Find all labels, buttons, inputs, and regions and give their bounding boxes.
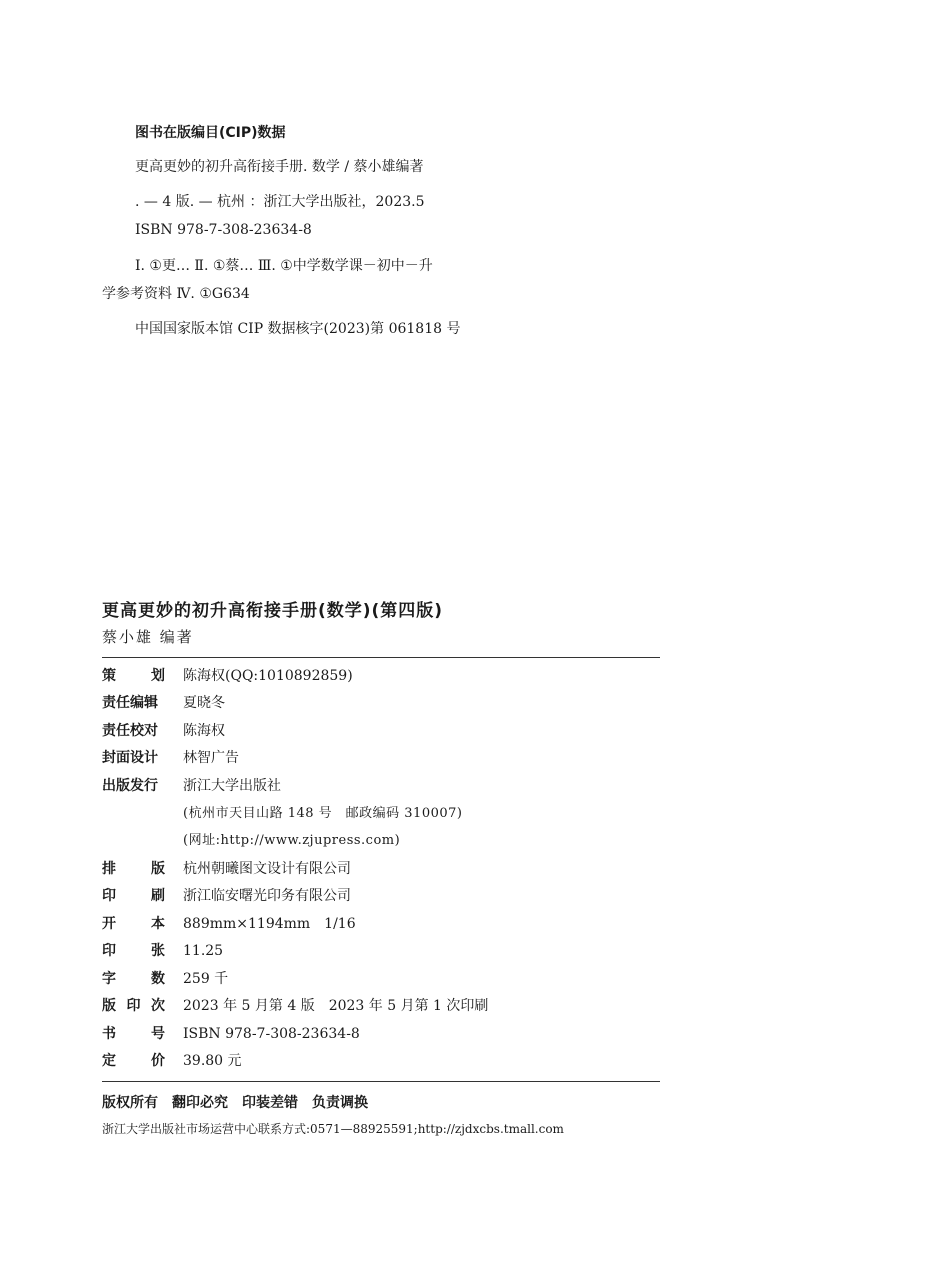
detail-value: 杭州朝曦图文设计有限公司: [183, 861, 351, 877]
cip-line-record: 中国国家版本馆 CIP 数据核字(2023)第 061818 号: [135, 321, 461, 337]
cip-line-isbn: ISBN 978-7-308-23634-8: [135, 222, 312, 238]
cip-line-classification: Ⅰ. ①更… Ⅱ. ①蔡… Ⅲ. ①中学数学课－初中－升: [135, 258, 433, 274]
detail-value: 11.25: [183, 943, 224, 959]
detail-label: 责任编辑: [102, 695, 158, 711]
cip-line-title: 更高更妙的初升高衔接手册. 数学 / 蔡小雄编著: [135, 159, 424, 175]
detail-label: 封面设计: [102, 750, 158, 766]
detail-label: 版 印 次: [102, 998, 165, 1014]
detail-value: 浙江大学出版社: [183, 778, 281, 794]
publisher-address: (杭州市天目山路 148 号 邮政编码 310007): [183, 806, 463, 821]
cip-line-classification-cont: 学参考资料 Ⅳ. ①G634: [102, 286, 250, 302]
detail-value: ISBN 978-7-308-23634-8: [183, 1026, 360, 1042]
book-author: 蔡小雄 编著: [102, 628, 194, 646]
detail-value: 889mm×1194mm 1/16: [183, 916, 356, 932]
contact-info: 浙江大学出版社市场运营中心联系方式:0571—88925591;http://zjdxcbs.tmall.com: [102, 1122, 564, 1136]
detail-label: 开 本: [102, 916, 165, 932]
detail-label: 排 版: [102, 861, 165, 877]
top-divider: [102, 657, 660, 658]
book-title: 更高更妙的初升高衔接手册(数学)(第四版): [102, 601, 444, 621]
detail-value: 林智广告: [183, 750, 239, 766]
detail-value: 夏晓冬: [183, 695, 225, 711]
detail-label: 出版发行: [102, 778, 158, 794]
detail-value: 259 千: [183, 971, 229, 987]
detail-value: 2023 年 5 月第 4 版 2023 年 5 月第 1 次印刷: [183, 998, 489, 1014]
detail-value: 陈海权(QQ:1010892859): [183, 668, 353, 684]
detail-label: 策 划: [102, 668, 165, 684]
copyright-notice: 版权所有 翻印必究 印装差错 负责调换: [102, 1095, 368, 1111]
bottom-divider: [102, 1081, 660, 1082]
publisher-website: (网址:http://www.zjupress.com): [183, 833, 401, 848]
detail-label: 印 张: [102, 943, 165, 959]
detail-label: 字 数: [102, 971, 165, 987]
cip-line-edition: . — 4 版. — 杭州 ：浙江大学出版社，2023.5: [135, 194, 425, 210]
detail-value: 39.80 元: [183, 1053, 242, 1069]
detail-value: 陈海权: [183, 723, 225, 739]
detail-label: 印 刷: [102, 888, 165, 904]
detail-label: 定 价: [102, 1053, 165, 1069]
detail-value: 浙江临安曙光印务有限公司: [183, 888, 351, 904]
detail-label: 责任校对: [102, 723, 158, 739]
cip-heading: 图书在版编目(CIP)数据: [135, 125, 286, 141]
detail-label: 书 号: [102, 1026, 165, 1042]
